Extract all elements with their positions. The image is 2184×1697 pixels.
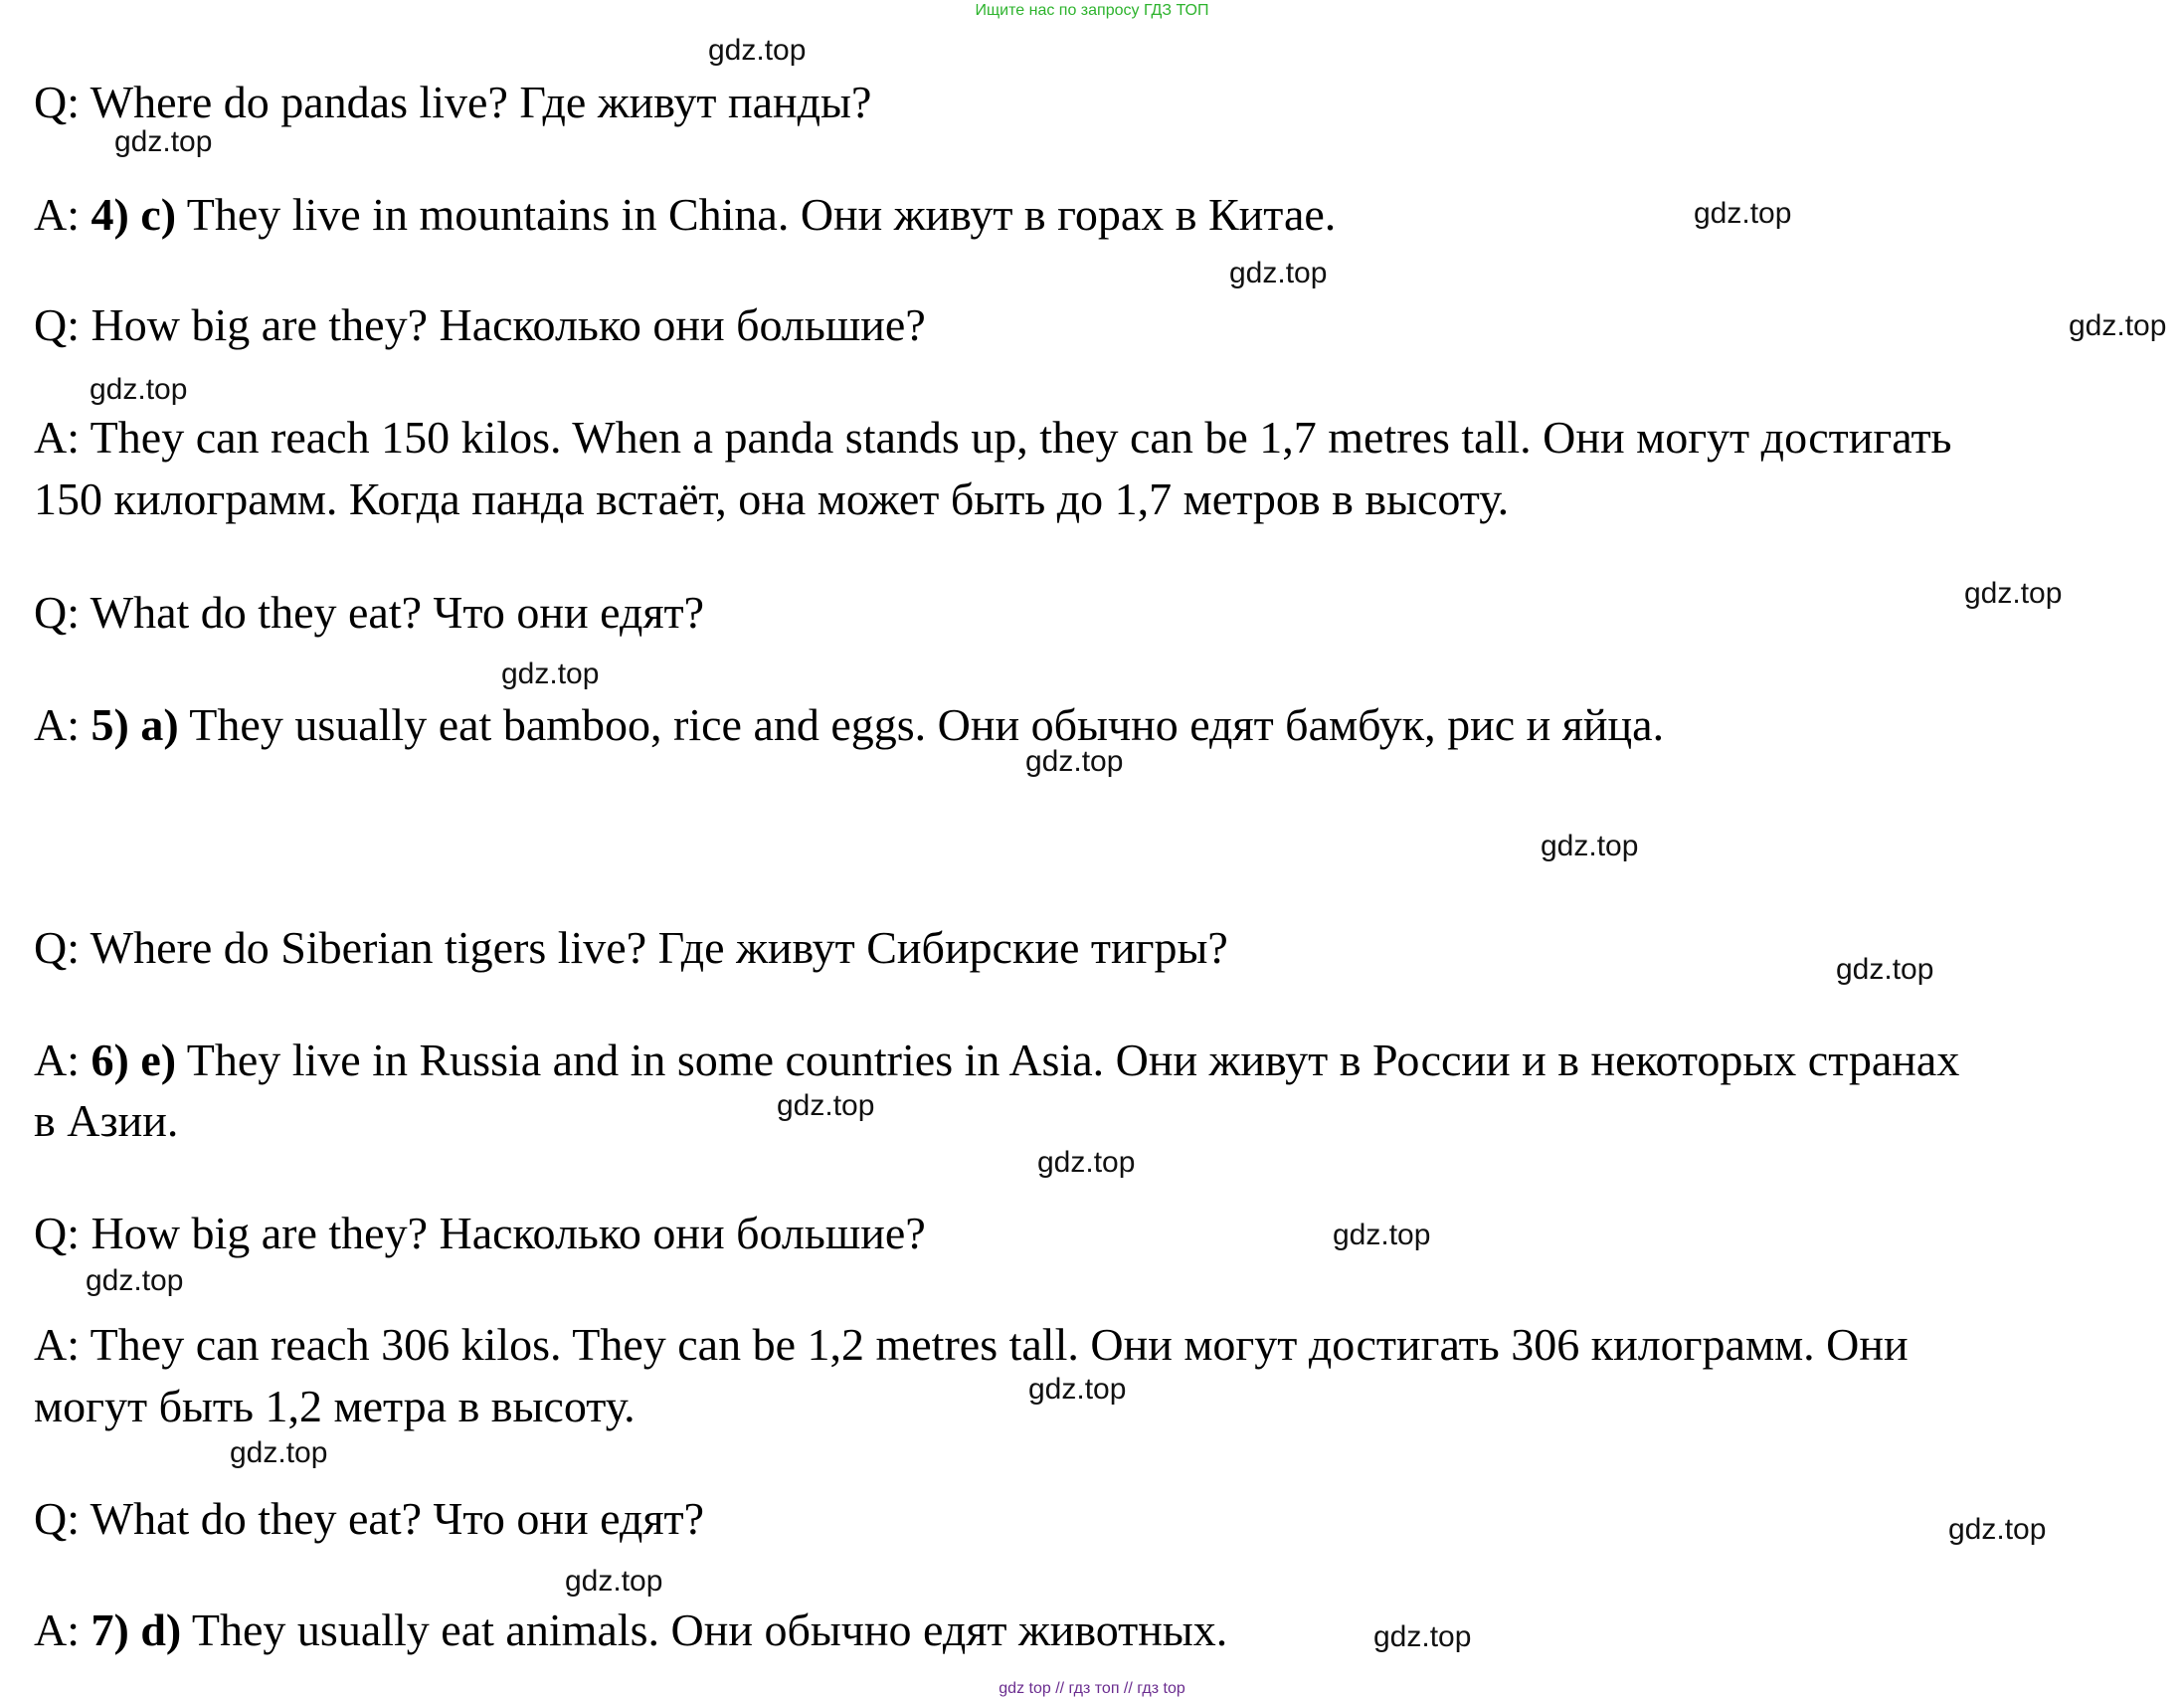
answer-line: A: They can reach 306 kilos. They can be 1,2 metres tall. Они могут достигать 306 килограмм. Они xyxy=(34,1319,1909,1370)
watermark: gdz.top xyxy=(1025,745,1124,778)
watermark: gdz.top xyxy=(114,125,213,158)
watermark: gdz.top xyxy=(708,34,807,67)
watermark: gdz.top xyxy=(1948,1513,2047,1546)
question-line: Q: What do they eat? Что они едят? xyxy=(34,1493,705,1544)
watermark: gdz.top xyxy=(1964,577,2063,610)
answer-line: A: They can reach 150 kilos. When a panda stands up, they can be 1,7 metres tall. Они могут достигать xyxy=(34,412,1952,463)
watermark: gdz.top xyxy=(777,1089,875,1122)
watermark: gdz.top xyxy=(1229,257,1328,289)
search-banner: Ищите нас по запросу ГДЗ ТОП xyxy=(975,2,1209,19)
question-line: Q: What do they eat? Что они едят? xyxy=(34,587,705,638)
answer-line: A: 7) d) They usually eat animals. Они обычно едят животных. xyxy=(34,1604,1228,1655)
watermark: gdz.top xyxy=(1333,1219,1431,1251)
question-line: Q: How big are they? Насколько они большие? xyxy=(34,1208,926,1258)
watermark: gdz.top xyxy=(1028,1373,1127,1406)
watermark: gdz.top xyxy=(1836,953,1934,986)
watermark: gdz.top xyxy=(86,1264,184,1297)
answer-line-continued: в Азии. xyxy=(34,1095,179,1146)
question-line: Q: How big are they? Насколько они большие? xyxy=(34,299,926,350)
question-line: Q: Where do Siberian tigers live? Где живут Сибирские тигры? xyxy=(34,922,1228,973)
watermark: gdz.top xyxy=(2069,309,2167,342)
watermark: gdz.top xyxy=(1037,1146,1136,1179)
watermark: gdz.top xyxy=(230,1436,328,1469)
watermark: gdz.top xyxy=(1373,1620,1472,1653)
answer-line-continued: могут быть 1,2 метра в высоту. xyxy=(34,1381,636,1431)
question-line: Q: Where do pandas live? Где живут панды? xyxy=(34,77,872,127)
watermark: gdz.top xyxy=(501,658,600,690)
answer-line: A: 4) c) They live in mountains in China. Они живут в горах в Китае. xyxy=(34,189,1337,240)
watermark: gdz.top xyxy=(90,373,188,406)
answer-line: A: 5) a) They usually eat bamboo, rice and eggs. Они обычно едят бамбук, рис и яйца. xyxy=(34,699,1665,750)
watermark: gdz.top xyxy=(1694,197,1792,230)
watermark: gdz.top xyxy=(565,1565,663,1598)
answer-line-continued: 150 килограмм. Когда панда встаёт, она может быть до 1,7 метров в высоту. xyxy=(34,473,1510,524)
watermark: gdz.top xyxy=(1541,830,1639,862)
answer-line: A: 6) e) They live in Russia and in some countries in Asia. Они живут в России и в некоторых странах xyxy=(34,1035,1960,1085)
footer-watermark: gdz top // гдз топ // гдз top xyxy=(999,1680,1185,1697)
